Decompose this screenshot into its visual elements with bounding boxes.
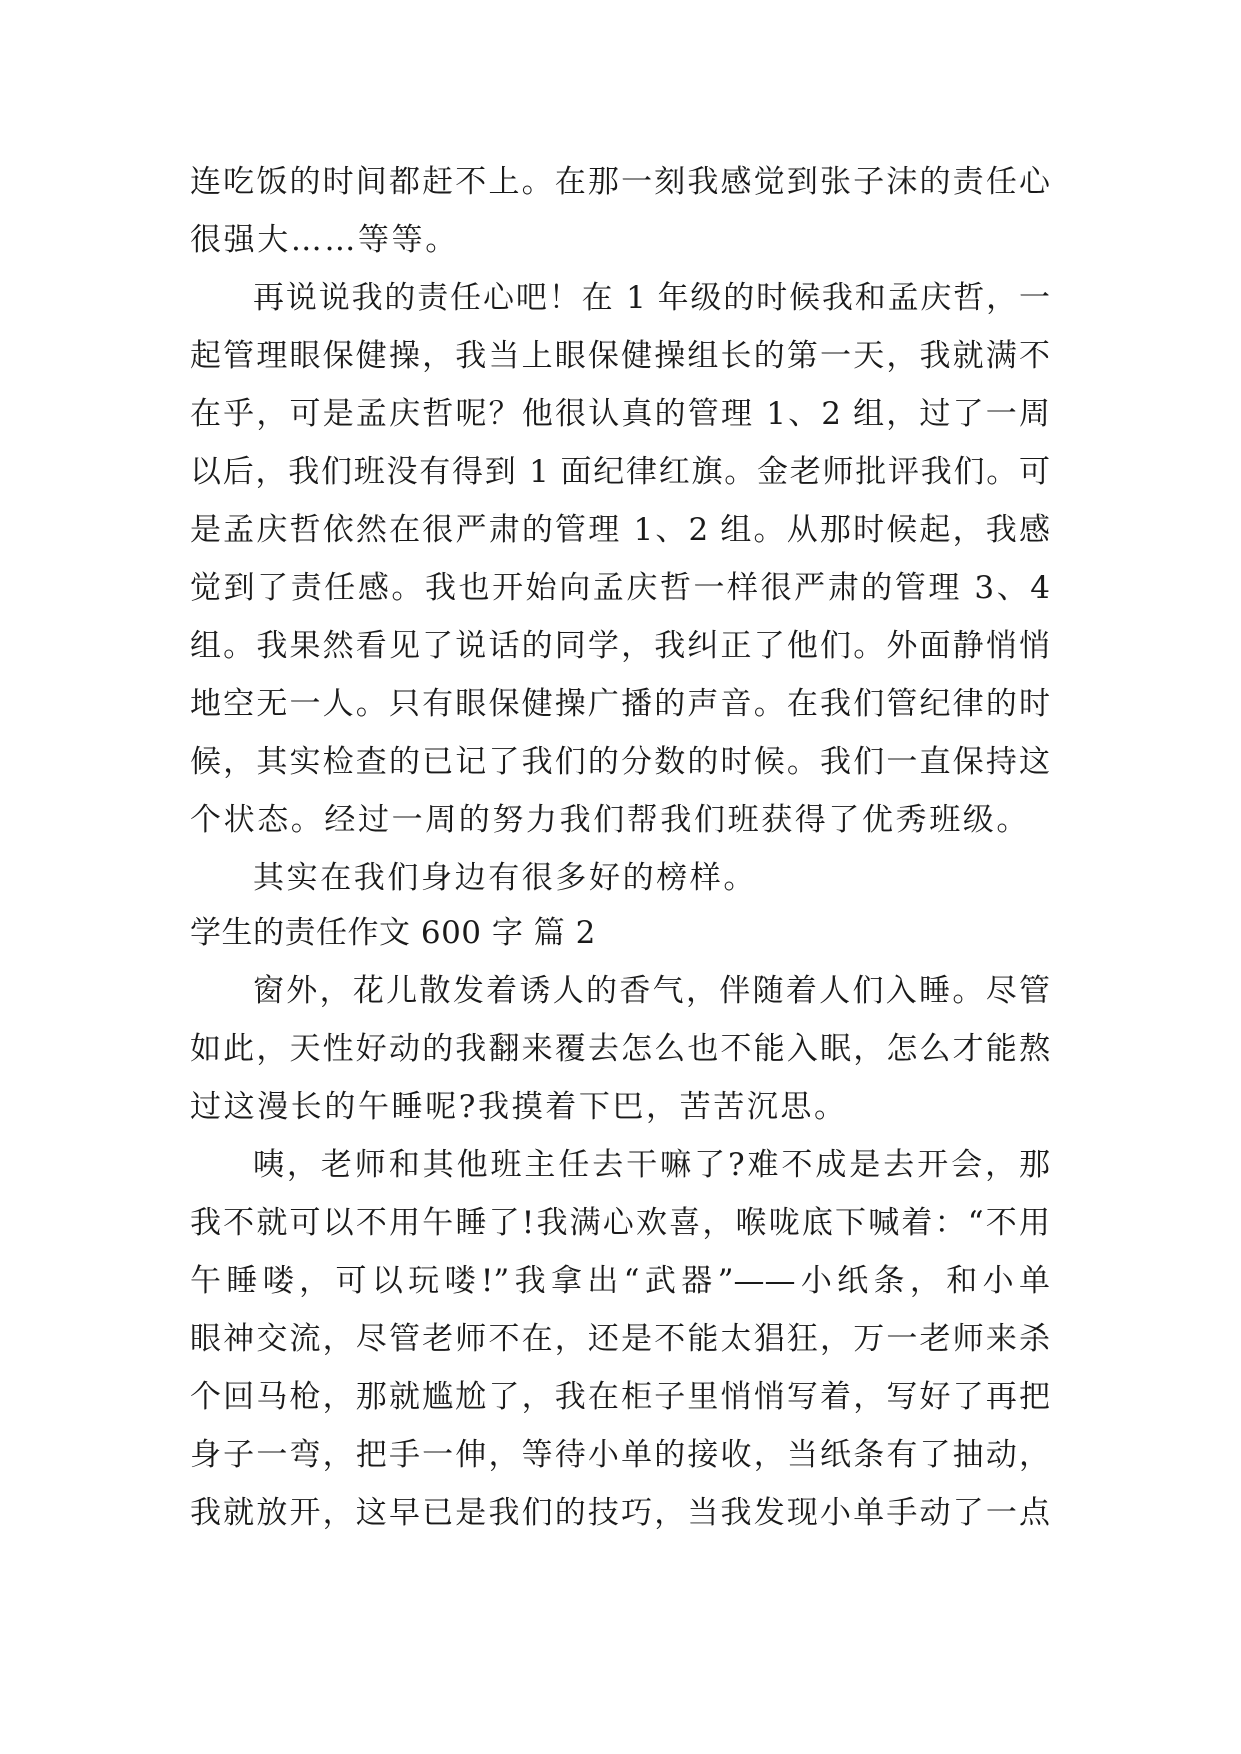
text-line: 起管理眼保健操，我当上眼保健操组长的第一天，我就满不 [190, 338, 1050, 374]
text-line: 组。我果然看见了说话的同学，我纠正了他们。外面静悄悄 [190, 628, 1050, 664]
text-line: 个回马枪，那就尴尬了，我在柜子里悄悄写着，写好了再把 [190, 1379, 1050, 1415]
text-line: 眼神交流，尽管老师不在，还是不能太猖狂，万一老师来杀 [190, 1321, 1050, 1357]
text-line: 个状态。经过一周的努力我们帮我们班获得了优秀班级。 [190, 802, 1030, 838]
paragraph-first-line: 窗外，花儿散发着诱人的香气，伴随着人们入睡。尽管 [253, 973, 1050, 1009]
text-line: 地空无一人。只有眼保健操广播的声音。在我们管纪律的时 [190, 686, 1050, 722]
text-line: 在乎，可是孟庆哲呢？他很认真的管理 1、2 组，过了一周 [190, 396, 1050, 432]
text-line: 过这漫长的午睡呢?我摸着下巴，苦苦沉思。 [190, 1089, 848, 1125]
text-line: 很强大……等等。 [190, 222, 459, 258]
text-line: 以后，我们班没有得到 1 面纪律红旗。金老师批评我们。可 [190, 454, 1050, 490]
text-line: 我就放开，这早已是我们的技巧，当我发现小单手动了一点 [190, 1495, 1050, 1531]
text-line: 候，其实检查的已记了我们的分数的时候。我们一直保持这 [190, 744, 1050, 780]
section-heading: 学生的责任作文 600 字 篇 2 [190, 915, 596, 951]
text-line: 午睡喽，可以玩喽!”我拿出“武器”——小纸条，和小单 [190, 1263, 1050, 1299]
text-line: 如此，天性好动的我翻来覆去怎么也不能入眠，怎么才能熬 [190, 1031, 1050, 1067]
paragraph-first-line: 其实在我们身边有很多好的榜样。 [253, 860, 757, 896]
text-line: 连吃饭的时间都赶不上。在那一刻我感觉到张子沫的责任心 [190, 164, 1050, 200]
text-line: 是孟庆哲依然在很严肃的管理 1、2 组。从那时候起，我感 [190, 512, 1050, 548]
paragraph-first-line: 咦，老师和其他班主任去干嘛了?难不成是去开会，那 [253, 1147, 1050, 1183]
text-line: 我不就可以不用午睡了!我满心欢喜，喉咙底下喊着：“不用 [190, 1205, 1050, 1241]
text-line: 觉到了责任感。我也开始向孟庆哲一样很严肃的管理 3、4 [190, 570, 1050, 606]
text-line: 身子一弯，把手一伸，等待小单的接收，当纸条有了抽动， [190, 1437, 1050, 1473]
paragraph-first-line: 再说说我的责任心吧！在 1 年级的时候我和孟庆哲，一 [253, 280, 1050, 316]
